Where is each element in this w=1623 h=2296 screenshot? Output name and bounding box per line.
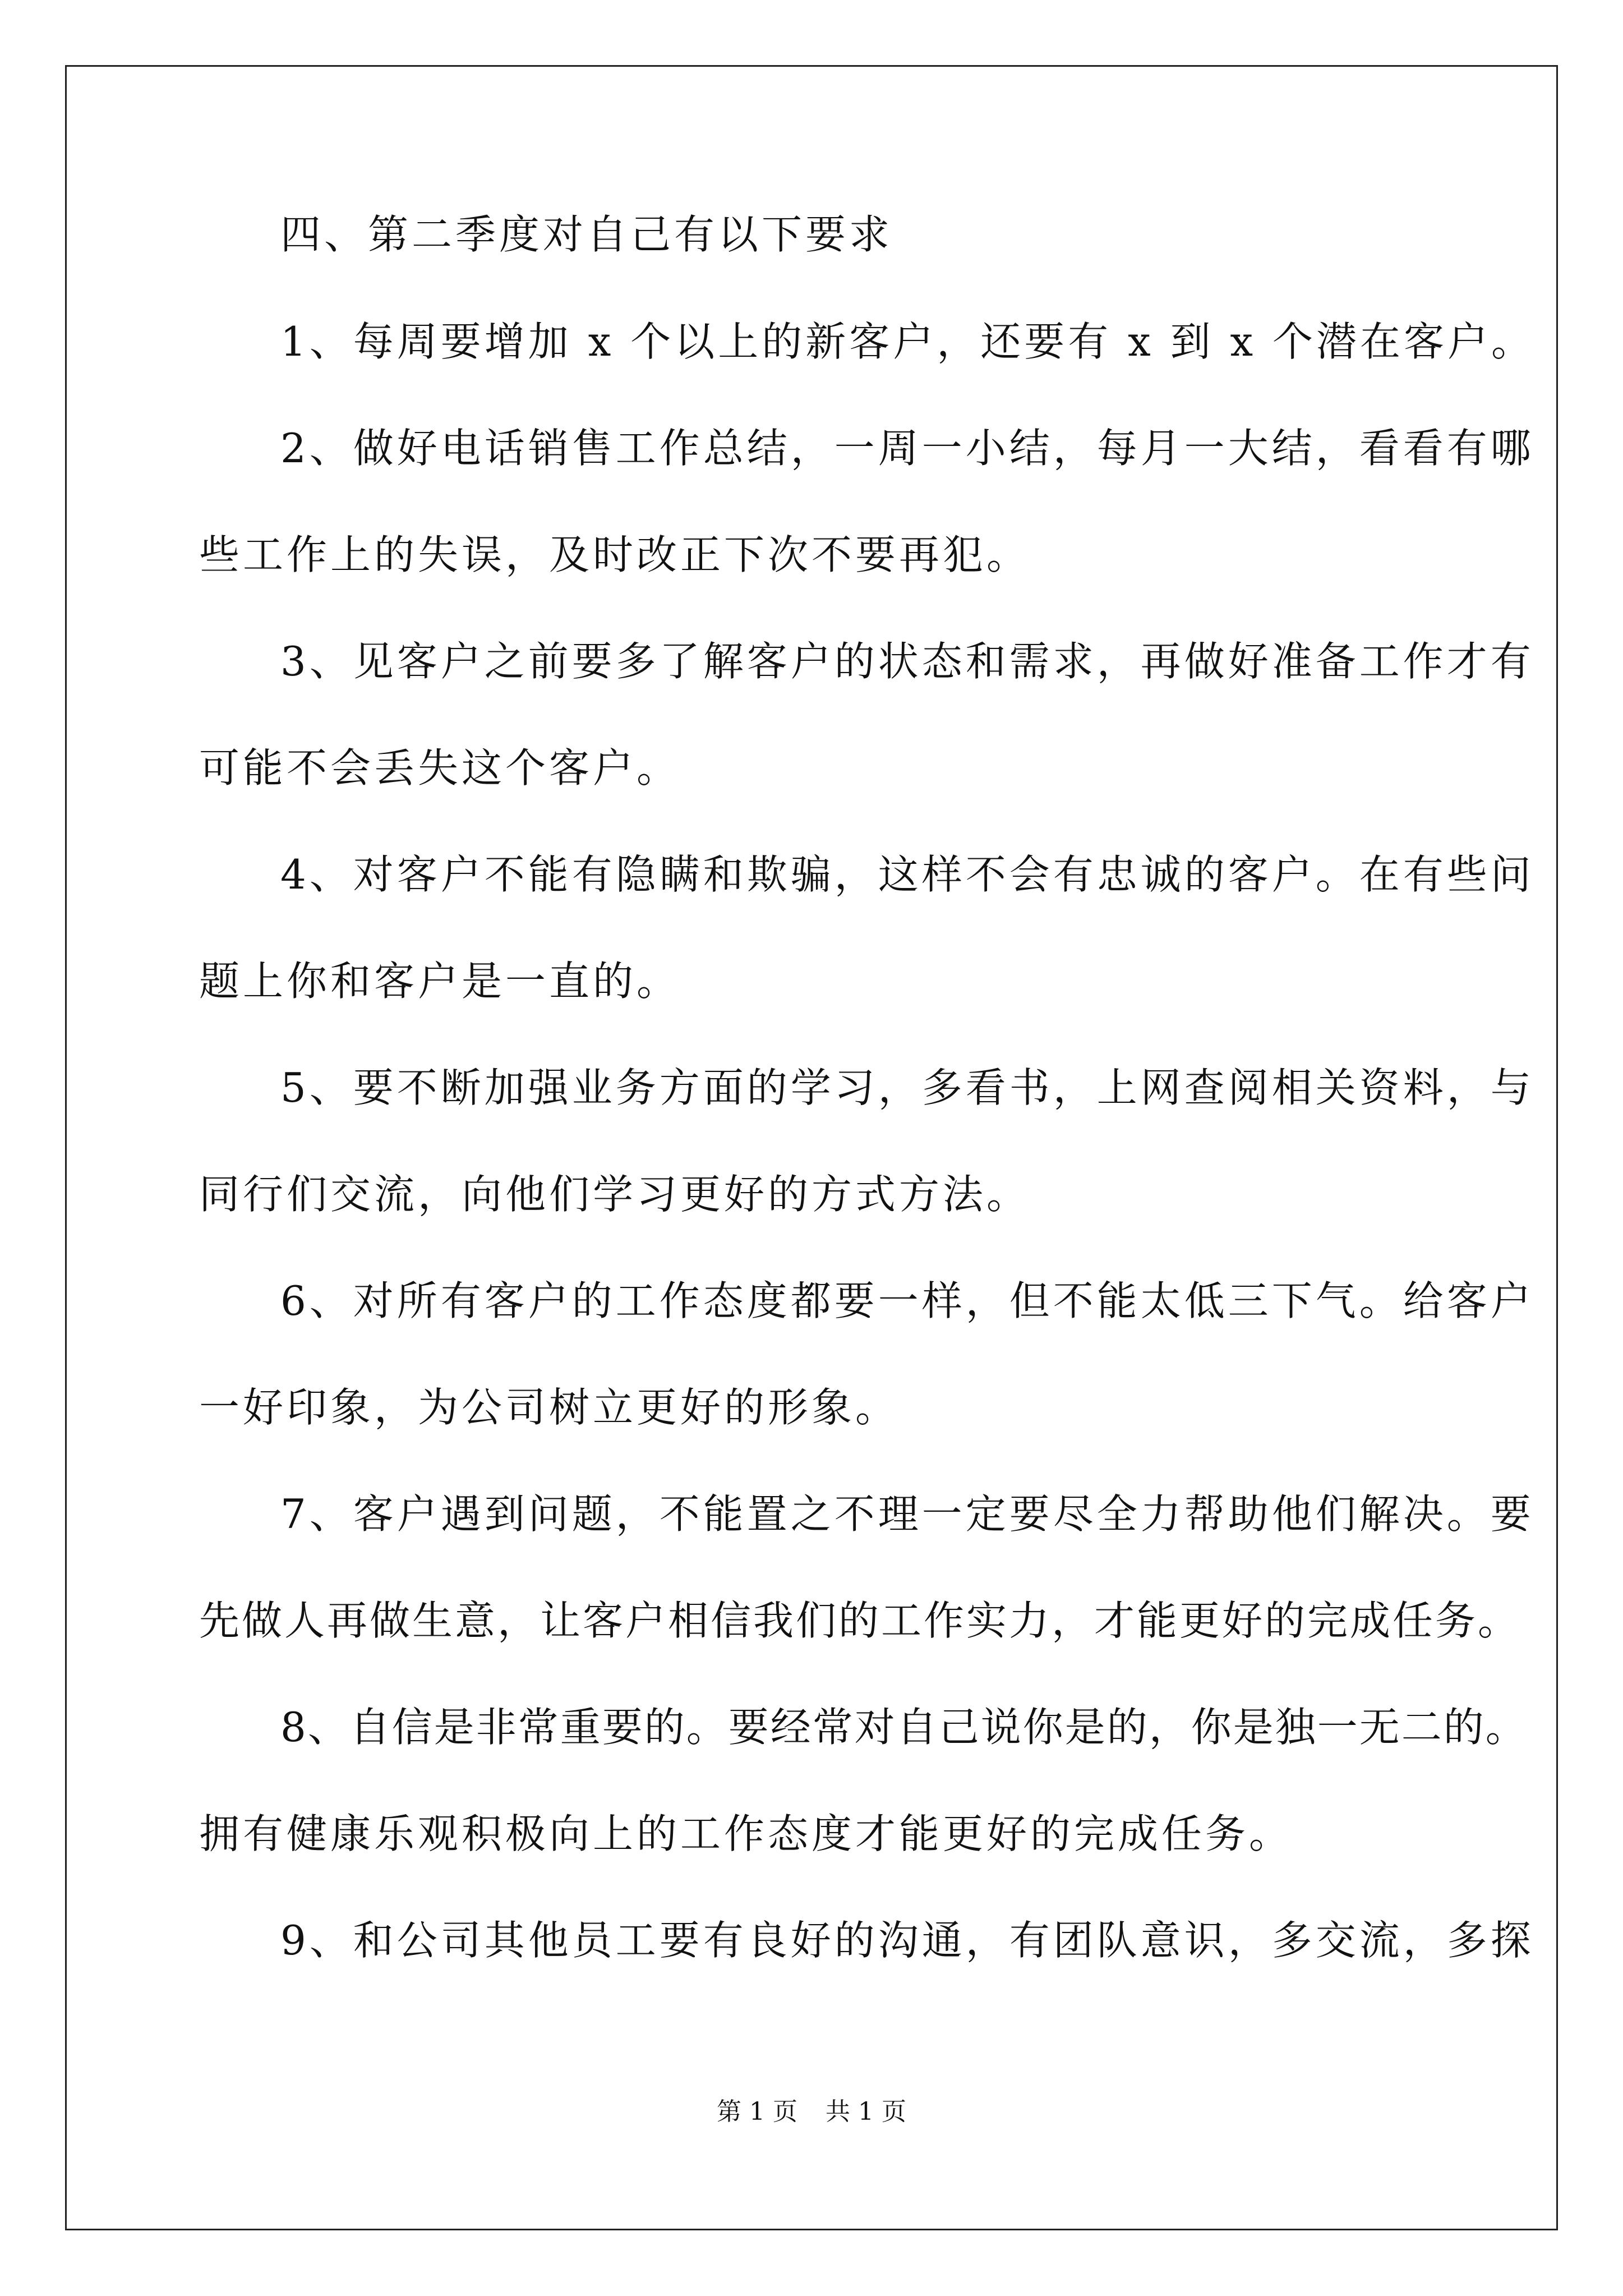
text-line: 8、自信是非常重要的。要经常对自己说你是的，你是独一无二的。	[280, 1704, 1528, 1751]
text-line: 5、要不断加强业务方面的学习，多看书，上网查阅相关资料，与	[280, 1064, 1534, 1111]
page-footer	[0, 2095, 1623, 2129]
page-number: 第 1 页	[717, 2097, 797, 2126]
page-total: 共 1 页	[826, 2097, 906, 2126]
text-line: 同行们交流，向他们学习更好的方式方法。	[199, 1171, 1031, 1218]
page-border	[65, 65, 1558, 2230]
text-line: 题上你和客户是一直的。	[199, 958, 681, 1005]
text-line: 3、见客户之前要多了解客户的状态和需求，再做好准备工作才有	[280, 638, 1534, 685]
text-line: 些工作上的失误，及时改正下次不要再犯。	[199, 531, 1031, 578]
text-line: 拥有健康乐观积极向上的工作态度才能更好的完成任务。	[199, 1810, 1293, 1857]
text-line: 2、做好电话销售工作总结，一周一小结，每月一大结，看看有哪	[280, 425, 1534, 472]
text-line: 先做人再做生意，让客户相信我们的工作实力，才能更好的完成任务。	[199, 1597, 1521, 1644]
text-line: 7、客户遇到问题，不能置之不理一定要尽全力帮助他们解决。要	[280, 1490, 1534, 1538]
text-line: 6、对所有客户的工作态度都要一样，但不能太低三下气。给客户	[280, 1277, 1534, 1324]
text-line: 可能不会丢失这个客户。	[199, 744, 681, 792]
text-line: 9、和公司其他员工要有良好的沟通，有团队意识，多交流，多探	[280, 1917, 1534, 1964]
text-line: 一好印象，为公司树立更好的形象。	[199, 1384, 900, 1431]
text-line: 1、每周要增加 x 个以上的新客户，还要有 x 到 x 个潜在客户。	[280, 318, 1535, 365]
text-line: 4、对客户不能有隐瞒和欺骗，这样不会有忠诚的客户。在有些问	[280, 851, 1534, 898]
section-heading: 四、第二季度对自己有以下要求	[280, 211, 893, 258]
